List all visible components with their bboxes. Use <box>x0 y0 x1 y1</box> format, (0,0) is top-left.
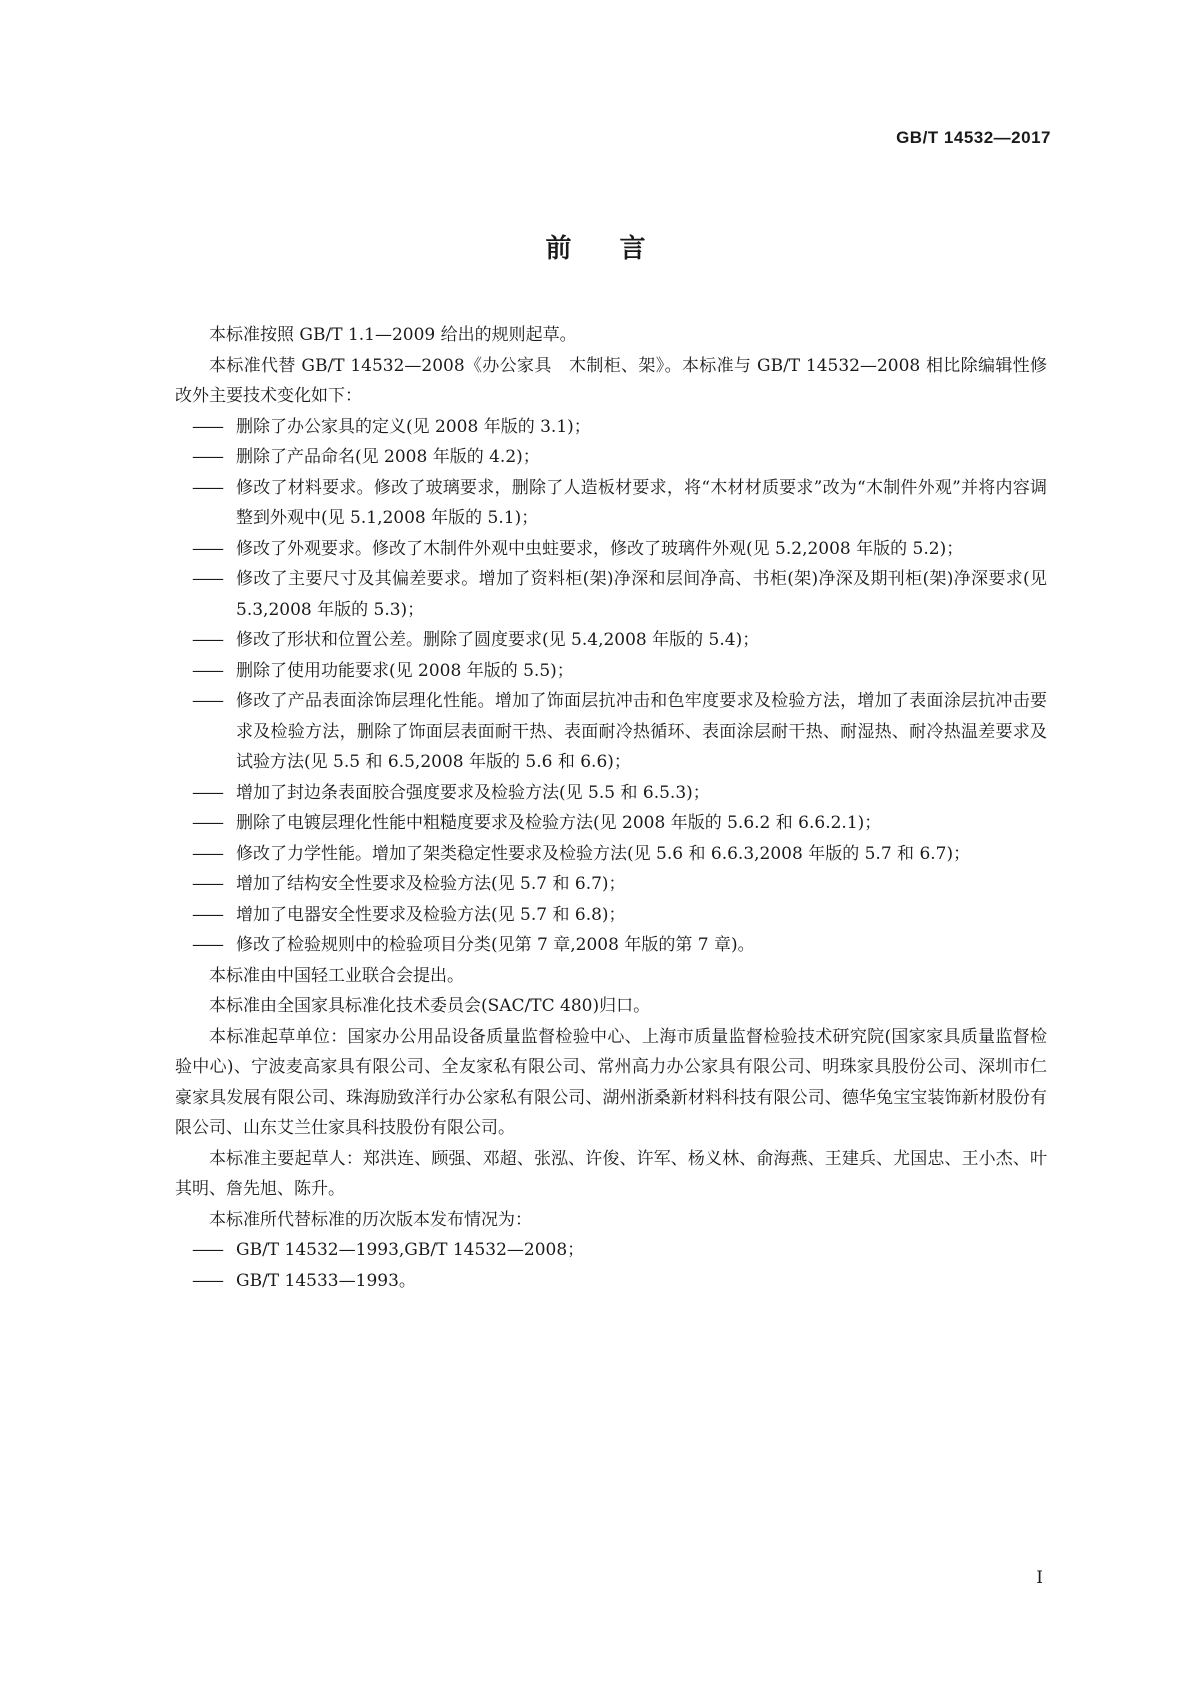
paragraph-centralized: 本标准由全国家具标准化技术委员会(SAC/TC 480)归口。 <box>209 996 651 1016</box>
dash-marker: —— <box>192 904 222 925</box>
list-item: —— 修改了产品表面涂饰层理化性能。增加了饰面层抗冲击和色牢度要求及检验方法，增加了表面涂层抗冲击要求及检验方法，删除了饰面层表面耐干热、表面耐冷热循环、表面涂层耐干热、耐湿热、耐冷热温差要求及试验方法(见 5.5 和 6.5,2008 年版的 5.6 和 6.6)； <box>175 686 1047 778</box>
dash-marker: —— <box>192 1240 222 1260</box>
standard-number: GB/T 14532—2017 <box>896 128 1051 147</box>
paragraph-history-intro: 本标准所代替标准的历次版本发布情况为： <box>209 1209 532 1230</box>
paragraph-drafting-units: 本标准起草单位：国家办公用品设备质量监督检验中心、上海市质量监督检验技术研究院(国家家具质量监督检验中心)、宁波麦高家具有限公司、全友家私有限公司、常州高力办公家具有限公司、明珠家具股份公司、深圳市仁豪家具发展有限公司、珠海励致洋行办公家私有限公司、湖州浙桑新材料科技有限公司、德华兔宝宝装饰新材股份有限公司、山东艾兰仕家具科技股份有限公司。 <box>175 1026 1047 1138</box>
dash-marker: —— <box>192 447 222 467</box>
dash-marker: —— <box>192 538 222 559</box>
list-item: —— 删除了使用功能要求(见 2008 年版的 5.5)； <box>175 656 1047 687</box>
dash-marker: —— <box>192 782 222 803</box>
list-item: —— 修改了力学性能。增加了架类稳定性要求及检验方法(见 5.6 和 6.6.3,2008 年版的 5.7 和 6.7)； <box>175 839 1047 870</box>
paragraph-drafting-rules: 本标准按照 GB/T 1.1—2009 给出的规则起草。 <box>209 325 577 345</box>
dash-marker: —— <box>192 1270 222 1291</box>
page-number: I <box>1036 1568 1043 1588</box>
list-item: —— 修改了材料要求。修改了玻璃要求，删除了人造板材要求，将“木材材质要求”改为“木制件外观”并将内容调整到外观中(见 5.1,2008 年版的 5.1)； <box>175 473 1047 534</box>
list-item: —— 删除了办公家具的定义(见 2008 年版的 3.1)； <box>175 412 1047 443</box>
foreword-body <box>175 320 1047 1296</box>
list-item: —— 修改了主要尺寸及其偏差要求。增加了资料柜(架)净深和层间净高、书柜(架)净深及期刊柜(架)净深要求(见 5.3,2008 年版的 5.3)； <box>175 564 1047 625</box>
dash-marker: —— <box>192 660 222 681</box>
list-item: —— 修改了检验规则中的检验项目分类(见第 7 章,2008 年版的第 7 章)。 <box>175 930 1047 961</box>
list-item: —— 增加了结构安全性要求及检验方法(见 5.7 和 6.7)； <box>175 869 1047 900</box>
dash-marker: —— <box>192 416 222 437</box>
dash-marker: —— <box>192 691 222 711</box>
list-item: —— 删除了产品命名(见 2008 年版的 4.2)； <box>175 442 1047 473</box>
dash-marker: —— <box>192 569 222 589</box>
list-item: —— 增加了电器安全性要求及检验方法(见 5.7 和 6.8)； <box>175 900 1047 931</box>
list-item: —— 删除了电镀层理化性能中粗糙度要求及检验方法(见 2008 年版的 5.6.2 和 6.6.2.1)； <box>175 808 1047 839</box>
dash-marker: —— <box>192 843 222 864</box>
history-list <box>175 1235 1047 1296</box>
paragraph-drafters: 本标准主要起草人：郑洪连、顾强、邓超、张泓、许俊、许军、杨义林、俞海燕、王建兵、尤国忠、王小杰、叶其明、詹先旭、陈升。 <box>175 1148 1047 1199</box>
dash-marker: —— <box>192 477 222 498</box>
paragraph-proposer: 本标准由中国轻工业联合会提出。 <box>209 965 464 986</box>
list-item: —— 修改了形状和位置公差。删除了圆度要求(见 5.4,2008 年版的 5.4)； <box>175 625 1047 656</box>
list-item: —— GB/T 14532—1993,GB/T 14532—2008； <box>175 1235 1047 1266</box>
paragraph-replacement: 本标准代替 GB/T 14532—2008《办公家具 木制柜、架》。本标准与 GB/T 14532—2008 相比除编辑性修改外主要技术变化如下： <box>175 355 1047 406</box>
dash-marker: —— <box>192 630 222 650</box>
dash-marker: —— <box>192 935 222 955</box>
changes-list <box>175 412 1047 961</box>
list-item: —— 修改了外观要求。修改了木制件外观中虫蛀要求，修改了玻璃件外观(见 5.2,2008 年版的 5.2)； <box>175 534 1047 565</box>
dash-marker: —— <box>192 874 222 894</box>
list-item: —— GB/T 14533—1993。 <box>175 1266 1047 1297</box>
dash-marker: —— <box>192 813 222 833</box>
page-title: 前言 <box>545 234 694 264</box>
list-item: —— 增加了封边条表面胶合强度要求及检验方法(见 5.5 和 6.5.3)； <box>175 778 1047 809</box>
